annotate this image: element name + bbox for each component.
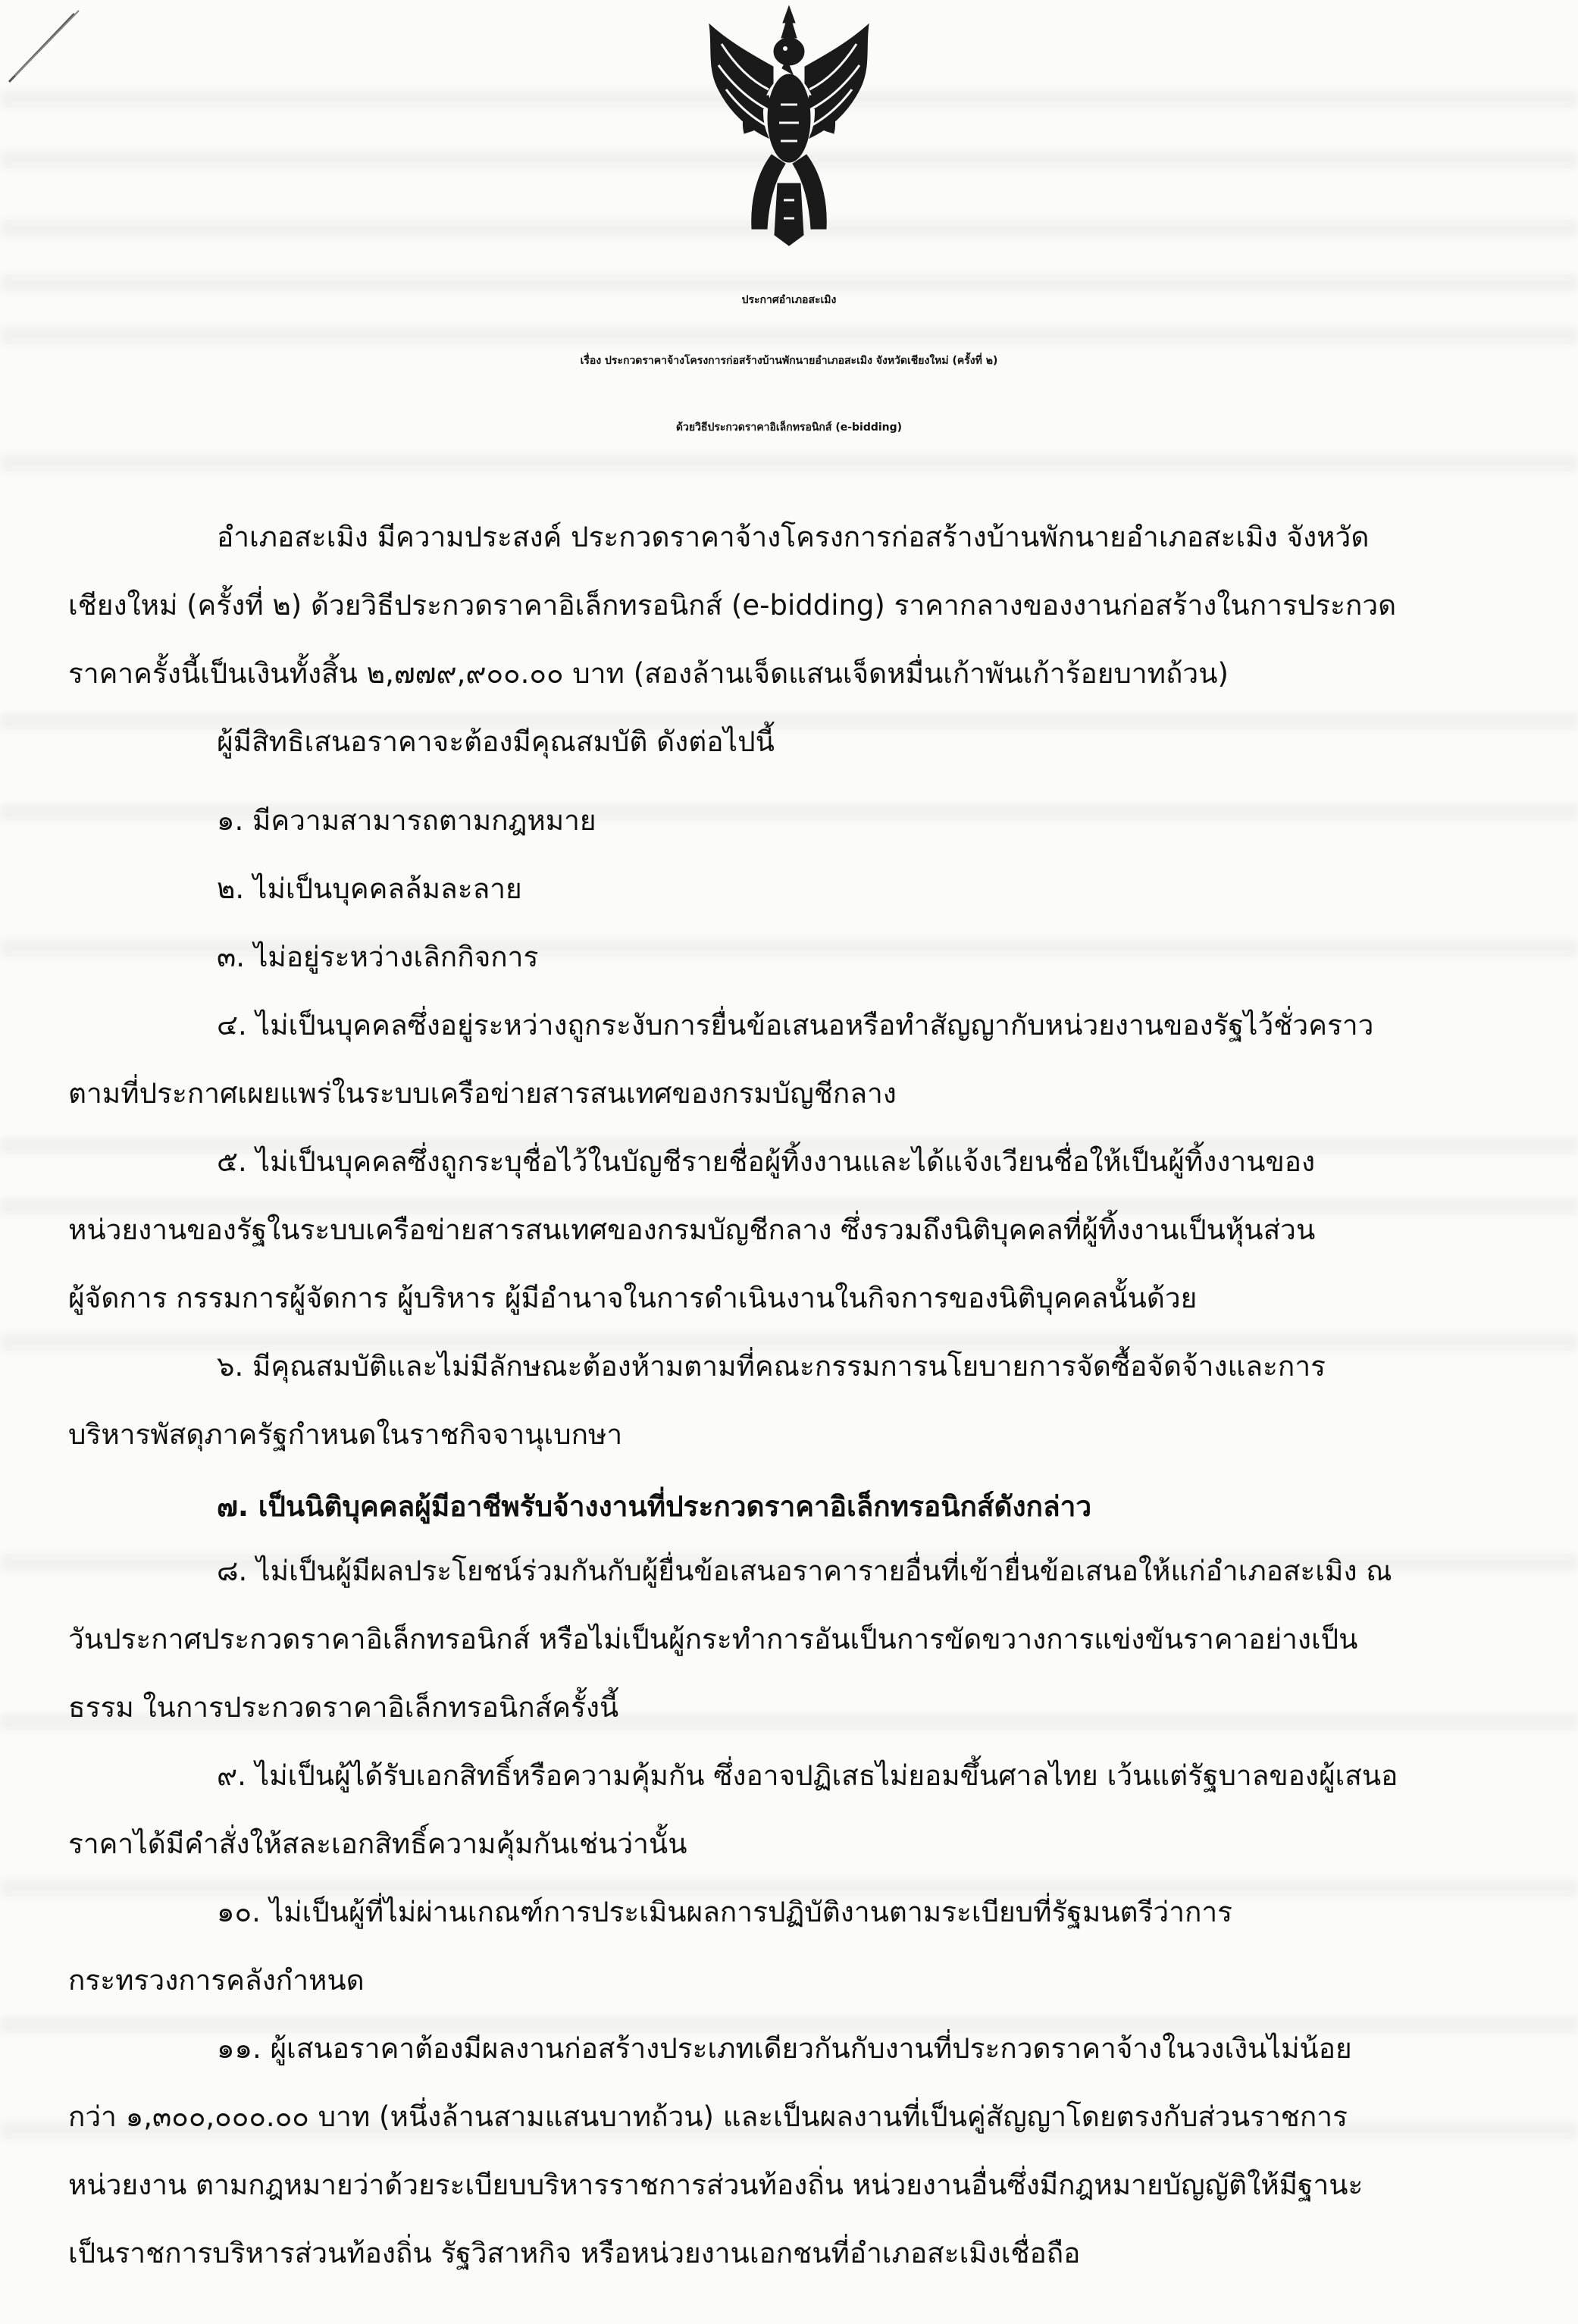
qualification-item-11-continued: หน่วยงาน ตามกฎหมายว่าด้วยระเบียบบริหารราชการส่วนท้องถิ่น หน่วยงานอื่นซึ่งมีกฎหมายบัญญัติให้มีฐานะ: [68, 2169, 1364, 2201]
qualification-item-10-continued: กระทรวงการคลังกำหนด: [68, 1964, 365, 1997]
qualification-item-5-continued: ผู้จัดการ กรรมการผู้จัดการ ผู้บริหาร ผู้มีอำนาจในการดำเนินงานในกิจการของนิติบุคคลนั้นด้วย: [68, 1282, 1198, 1314]
intro-line: อำเภอสะเมิง มีความประสงค์ ประกวดราคาจ้างโครงการก่อสร้างบ้านพักนายอำเภอสะเมิง จังหวัด: [217, 521, 1370, 553]
qualification-item-9-continued: ราคาได้มีคำสั่งให้สละเอกสิทธิ์ความคุ้มกันเช่นว่านั้น: [68, 1828, 687, 1860]
qualification-item-9: ๙. ไม่เป็นผู้ได้รับเอกสิทธิ์หรือความคุ้มกัน ซึ่งอาจปฏิเสธไม่ยอมขึ้นศาลไทย เว้นแต่รัฐบาลของผู้เสนอ: [217, 1759, 1398, 1792]
show-through-line: [0, 2016, 1578, 2033]
garuda-emblem-icon: [696, 5, 882, 249]
show-through-line: [0, 1880, 1578, 1896]
qualification-item-1: ๑. มีความสามารถตามกฎหมาย: [217, 804, 596, 837]
qualification-item-6: ๖. มีคุณสมบัติและไม่มีลักษณะต้องห้ามตามที่คณะกรรมการนโยบายการจัดซื้อจัดจ้างและการ: [217, 1350, 1326, 1383]
qualification-item-5: ๕. ไม่เป็นบุคคลซึ่งถูกระบุชื่อไว้ในบัญชีรายชื่อผู้ทิ้งงานและได้แจ้งเวียนชื่อให้เป็นผู้ทิ้งงานของ: [217, 1145, 1316, 1178]
qualification-item-10: ๑๐. ไม่เป็นผู้ที่ไม่ผ่านเกณฑ์การประเมินผลการปฏิบัติงานตามระเบียบที่รัฐมนตรีว่าการ: [217, 1896, 1233, 1928]
intro-line: ราคาครั้งนี้เป็นเงินทั้งสิ้น ๒,๗๗๙,๙๐๐.๐๐ บาท (สองล้านเจ็ดแสนเจ็ดหมื่นเก้าพันเก้าร้อยบาทถ้วน): [68, 657, 1229, 690]
show-through-line: [0, 455, 1578, 471]
show-through-line: [0, 1334, 1578, 1351]
qualification-item-6-continued: บริหารพัสดุภาครัฐกำหนดในราชกิจจานุเบกษา: [68, 1418, 623, 1451]
announcement-method: ด้วยวิธีประกวดราคาอิเล็กทรอนิกส์ (e-bidding): [675, 421, 903, 434]
show-through-line: [0, 1198, 1578, 1214]
intro-line: เชียงใหม่ (ครั้งที่ ๒) ด้วยวิธีประกวดราคาอิเล็กทรอนิกส์ (e-bidding) ราคากลางของงานก่อสร้างในการประกวด: [68, 589, 1397, 622]
pen-mark: [5, 6, 88, 89]
qualification-item-8-continued: ธรรม ในการประกวดราคาอิเล็กทรอนิกส์ครั้งนี้: [68, 1691, 619, 1724]
qualification-item-11: ๑๑. ผู้เสนอราคาต้องมีผลงานก่อสร้างประเภทเดียวกันกับงานที่ประกวดราคาจ้างในวงเงินไม่น้อย: [217, 2032, 1352, 2065]
qualification-item-4: ๔. ไม่เป็นบุคคลซึ่งอยู่ระหว่างถูกระงับการยื่นข้อเสนอหรือทำสัญญากับหน่วยงานของรัฐไว้ชั่วคราว: [217, 1009, 1374, 1041]
qualification-item-11-continued: เป็นราชการบริหารส่วนท้องถิ่น รัฐวิสาหกิจ หรือหน่วยงานเอกชนที่อำเภอสะเมิงเชื่อถือ: [68, 2237, 1081, 2269]
announcement-subject: เรื่อง ประกวดราคาจ้างโครงการก่อสร้างบ้านพักนายอำเภอสะเมิง จังหวัดเชียงใหม่ (ครั้งที่ ๒): [580, 355, 998, 367]
announcement-office: ประกาศอำเภอสะเมิง: [741, 294, 837, 306]
qualification-item-5-continued: หน่วยงานของรัฐในระบบเครือข่ายสารสนเทศของกรมบัญชีกลาง ซึ่งรวมถึงนิติบุคคลที่ผู้ทิ้งงานเป็นหุ้นส่วน: [68, 1214, 1316, 1246]
qualification-item-11-continued: กว่า ๑,๓๐๐,๐๐๐.๐๐ บาท (หนึ่งล้านสามแสนบาทถ้วน) และเป็นผลงานที่เป็นคู่สัญญาโดยตรงกับส่วนราชการ: [68, 2100, 1348, 2133]
qualification-item-2: ๒. ไม่เป็นบุคคลล้มละลาย: [217, 872, 522, 905]
qualification-item-7: ๗. เป็นนิติบุคคลผู้มีอาชีพรับจ้างงานที่ประกวดราคาอิเล็กทรอนิกส์ดังกล่าว: [217, 1490, 1092, 1523]
qualification-item-3: ๓. ไม่อยู่ระหว่างเลิกกิจการ: [217, 941, 539, 973]
qualification-item-8-continued: วันประกาศประกวดราคาอิเล็กทรอนิกส์ หรือไม่เป็นผู้กระทำการอันเป็นการขัดขวางการแข่งขันราคาอย่างเป็น: [68, 1623, 1358, 1655]
qualifications-heading: ผู้มีสิทธิเสนอราคาจะต้องมีคุณสมบัติ ดังต่อไปนี้: [217, 725, 775, 758]
show-through-line: [0, 327, 1578, 344]
qualification-item-4-continued: ตามที่ประกาศเผยแพร่ในระบบเครือข่ายสารสนเทศของกรมบัญชีกลาง: [68, 1077, 897, 1110]
qualification-item-8: ๘. ไม่เป็นผู้มีผลประโยชน์ร่วมกันกับผู้ยื่นข้อเสนอราคารายอื่นที่เข้ายื่นข้อเสนอให้แก่อำเภอสะเมิง ณ: [217, 1555, 1392, 1587]
